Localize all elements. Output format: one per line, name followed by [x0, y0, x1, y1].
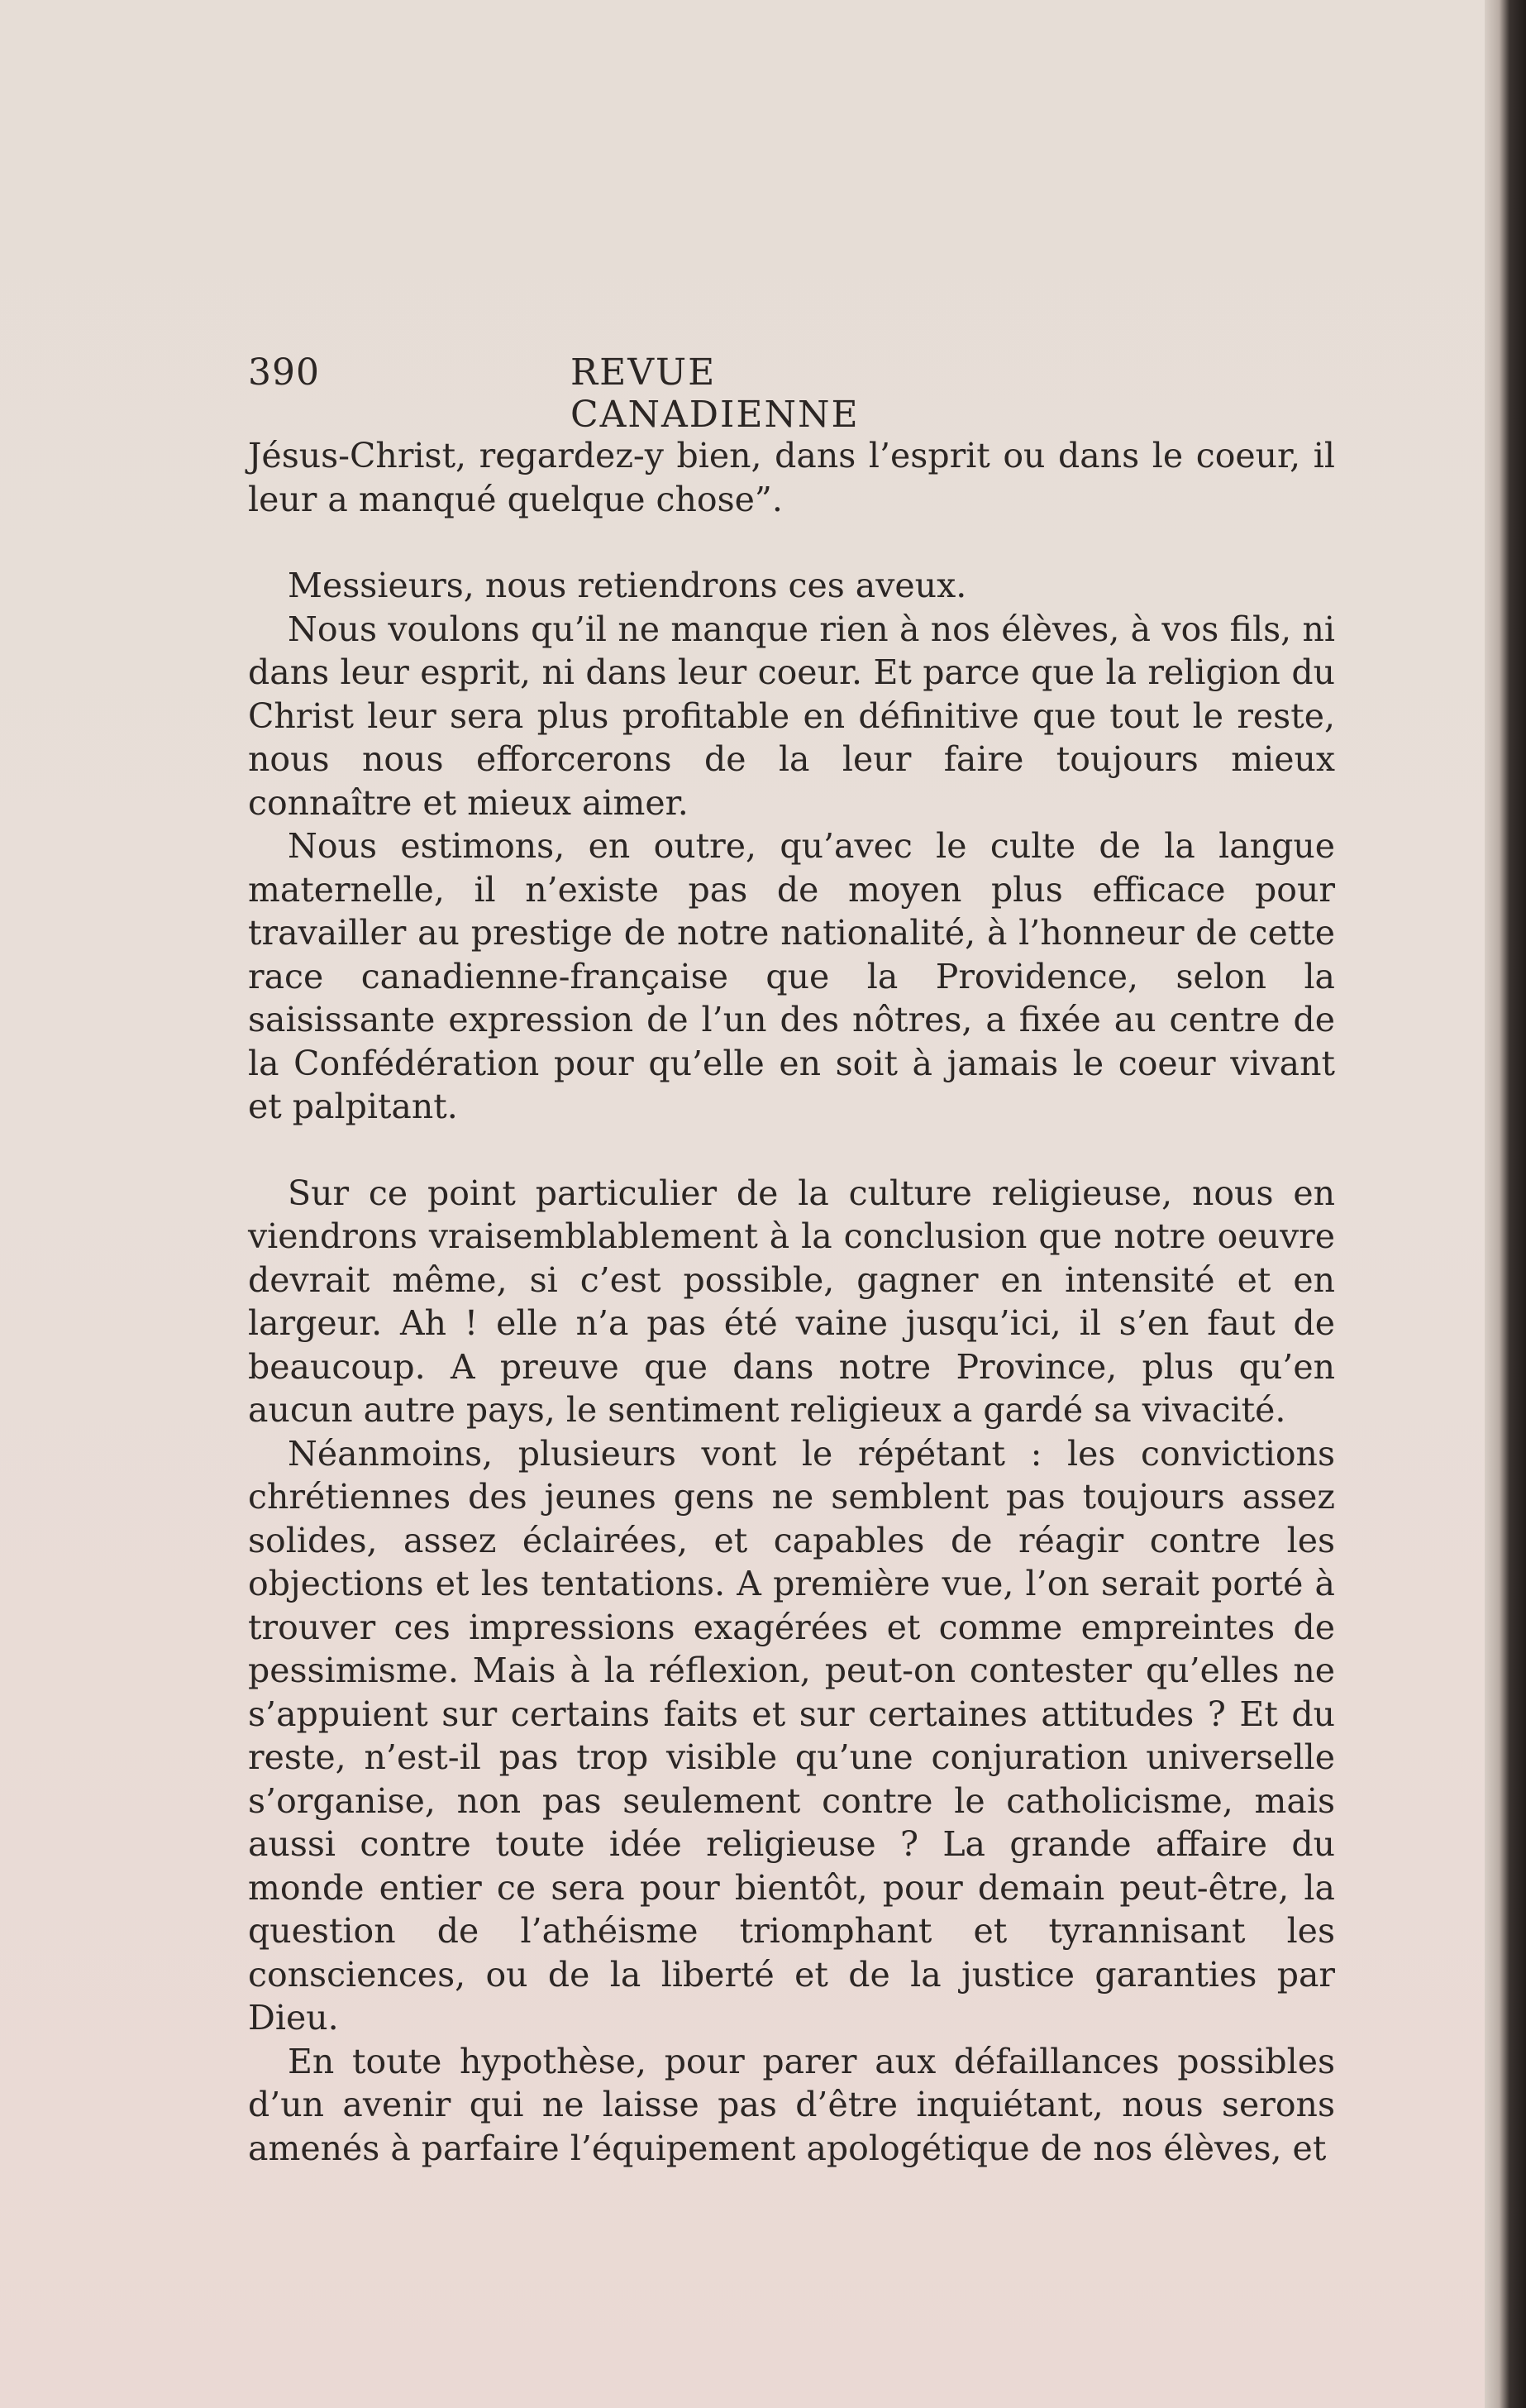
page-number: 390	[248, 351, 320, 394]
body-text	[248, 434, 1335, 2170]
paragraph-1: Messieurs, nous retiendrons ces aveux.	[288, 566, 967, 605]
page-edge-shadow	[1485, 0, 1526, 2408]
paragraph-6: En toute hypothèse, pour parer aux défaillances possibles d’un avenir qui ne laisse pas d’être inquiétant, nous serons amenés à parfaire l’équipement apologétique de nos élèves, et	[248, 2041, 1335, 2168]
paragraph-3: Nous estimons, en outre, qu’avec le culte de la langue maternelle, il n’existe pas de moyen plus efficace pour travailler au prestige de notre nationalité, à l’honneur de cette race canadienne-française que la Providence, selon la saisissante expression de l’un des nôtres, a fixée au centre de la Confédération pour qu’elle en soit à jamais le coeur vivant et palpitant.	[248, 826, 1335, 1126]
paragraph-gap	[248, 1129, 1335, 1172]
running-title: REVUE CANADIENNE	[570, 351, 860, 436]
page-header	[248, 351, 1017, 436]
paragraph-4: Sur ce point particulier de la culture religieuse, nous en viendrons vraisemblablement à la conclusion que notre oeuvre devrait même, si c’est possible, gagner en intensité et en largeur. Ah ! elle n’a pas été vaine jusqu’ici, il s’en faut de beaucoup. A preuve que dans notre Province, plus qu’en aucun autre pays, le sentiment religieux a gardé sa vivacité.	[248, 1173, 1335, 1430]
paragraph-2: Nous voulons qu’il ne manque rien à nos élèves, à vos fils, ni dans leur esprit, ni dans leur coeur. Et parce que la religion du Christ leur sera plus profitable en définitive que tout le reste, nous nous efforcerons de la leur faire toujours mieux connaître et mieux aimer.	[248, 609, 1335, 823]
paragraph-continued: Jésus-Christ, regardez-y bien, dans l’esprit ou dans le coeur, il leur a manqué quelque chose”.	[248, 436, 1335, 519]
paragraph-gap	[248, 521, 1335, 564]
paragraph-5: Néanmoins, plusieurs vont le répétant : les convictions chrétiennes des jeunes gens ne semblent pas toujours assez solides, assez éclairées, et capables de réagir contre les objections et les tentations. A première vue, l’on serait porté à trouver ces impressions exagérées et comme empreintes de pessimisme. Mais à la réflexion, peut-on contester qu’elles ne s’appuient sur certains faits et sur certaines attitudes ? Et du reste, n’est-il pas trop visible qu’une conjuration universelle s’organise, non pas seulement contre le catholicisme, mais aussi contre toute idée religieuse ? La grande affaire du monde entier ce sera pour bientôt, pour demain peut-être, la question de l’athéisme triomphant et tyrannisant les consciences, ou de la liberté et de la justice garanties par Dieu.	[248, 1433, 1335, 2038]
